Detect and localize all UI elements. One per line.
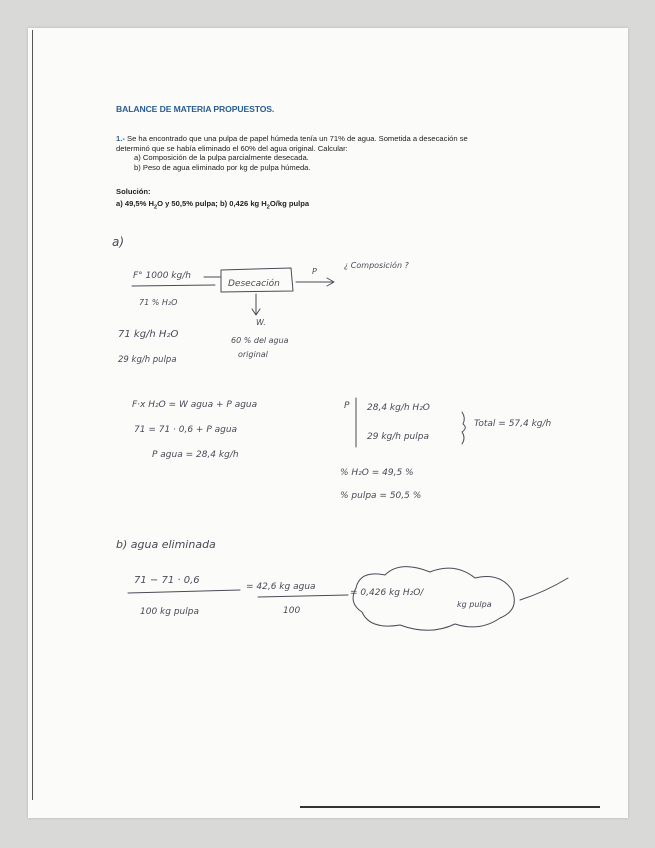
solution-answer: a) 49,5% $H_2O$ y 50,5% pulpa; b) 0,426 kg $H_2O/kg$ pulpa: [116, 199, 310, 211]
result: = 0,426 kg H₂O/: [350, 588, 424, 598]
water-removed-arrow-icon: [252, 294, 260, 315]
item-text: Composición de la pulpa parcialmente desecada.: [142, 153, 309, 163]
balance-eq1: F·x H₂O = W agua + P agua: [132, 400, 258, 410]
box-label: Desecación: [228, 279, 280, 289]
result-tail-stroke: [520, 578, 568, 600]
solution-heading: Solución:: [116, 187, 151, 196]
frac2-num: = 42,6 kg agua: [246, 582, 316, 592]
p-water: 28,4 kg/h H₂O: [367, 403, 430, 413]
frac1-num: 71 − 71 · 0,6: [134, 575, 200, 586]
composition-note: ¿ Composición ?: [344, 261, 409, 270]
balance-eq3: P agua = 28,4 kg/h: [152, 450, 239, 460]
balance-eq2: 71 = 71 · 0,6 + P agua: [134, 425, 238, 435]
result-cloud: [353, 567, 514, 631]
frac1-bar: [128, 590, 240, 593]
document-title: BALANCE DE MATERIA PROPUESTOS.: [116, 104, 275, 114]
frac2-bar: [258, 595, 348, 597]
p-pulp: 29 kg/h pulpa: [367, 432, 429, 442]
p-label: P: [344, 401, 350, 411]
product-label: P: [312, 267, 317, 276]
part-b-label: b) agua eliminada: [116, 538, 216, 551]
item-text: Peso de agua eliminado por kg de pulpa húmeda.: [142, 162, 311, 172]
item-marker: a): [134, 153, 141, 163]
feed-label: F° 1000 kg/h: [133, 271, 191, 281]
pct-water: % H₂O = 49,5 %: [340, 468, 414, 478]
w-label: W.: [256, 318, 266, 327]
pct-pulp: % pulpa = 50,5 %: [340, 491, 422, 501]
water-in: 71 kg/h H₂O: [118, 329, 179, 340]
feed-underline: [132, 285, 215, 286]
problem-text-line1: Se ha encontrado que una pulpa de papel húmeda tenía un 71% de agua. Sometida a desecación se: [127, 134, 468, 143]
total: Total = 57,4 kg/h: [474, 419, 552, 429]
problem-number: 1.-: [116, 134, 125, 143]
result-unit: kg pulpa: [457, 600, 492, 609]
frac2-den: 100: [283, 606, 301, 616]
frac1-den: 100 kg pulpa: [140, 607, 199, 617]
w-note1: 60 % del agua: [231, 336, 289, 345]
product-arrow-icon: [296, 278, 334, 286]
problem-text-line2: determinó que se había eliminado el 60% del agua original. Calcular:: [116, 143, 348, 153]
feed-water: 71 % H₂O: [139, 298, 178, 307]
item-marker: b): [134, 162, 141, 172]
part-a-label: a): [112, 235, 125, 249]
w-note2: original: [238, 350, 268, 359]
total-brace: [462, 412, 465, 444]
pulp-in: 29 kg/h pulpa: [118, 355, 177, 365]
